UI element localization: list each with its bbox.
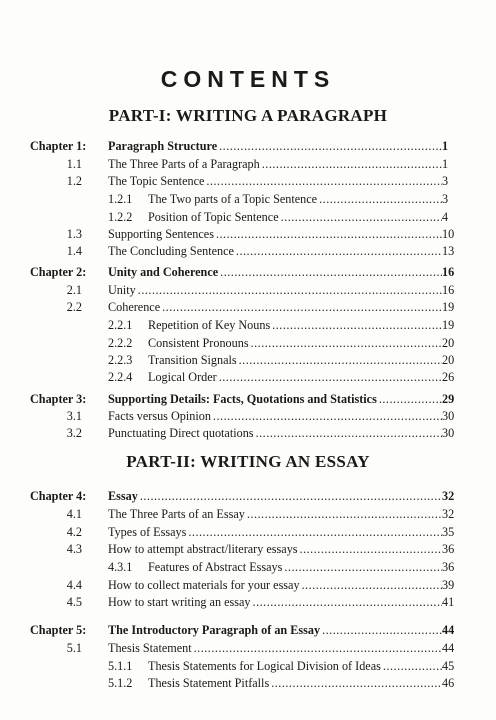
- section-title: Features of Abstract Essays: [148, 560, 283, 574]
- chapter-title: Unity and Coherence: [108, 265, 219, 279]
- toc-section-row: [0, 155, 496, 173]
- section-title: Thesis Statements for Logical Division of Ideas: [148, 659, 381, 673]
- entry-leader-line: [108, 263, 442, 281]
- section-number: 4.3.1: [108, 560, 133, 574]
- page-number: 20: [442, 353, 455, 367]
- section-number: 2.2.1: [108, 318, 133, 332]
- dot-leader: [188, 523, 442, 541]
- entry-leader-line: [108, 137, 442, 155]
- page-number: 13: [442, 244, 455, 258]
- section-number: 2.2: [66, 300, 82, 314]
- section-title: The Topic Sentence: [108, 174, 205, 188]
- toc-section-row: [0, 424, 496, 442]
- toc-section-row: [0, 298, 496, 316]
- dot-leader: [253, 593, 442, 611]
- dot-leader: [220, 263, 442, 281]
- toc-chapter-row: [0, 390, 496, 408]
- toc-section-row: [0, 593, 496, 611]
- section-number: 5.1: [66, 641, 82, 655]
- toc-section-row: [0, 407, 496, 425]
- toc-chapter-row: [0, 263, 496, 281]
- dot-leader: [219, 368, 442, 386]
- entry-leader-line: [148, 558, 442, 576]
- section-title: The Three Parts of an Essay: [108, 507, 245, 521]
- section-title: Logical Order: [148, 370, 217, 384]
- page-number: 45: [442, 659, 455, 673]
- chapter-title: Essay: [108, 489, 138, 503]
- page-number: 26: [442, 370, 455, 384]
- dot-leader: [213, 407, 442, 425]
- toc-chapter-row: [0, 137, 496, 155]
- dot-leader: [272, 316, 442, 334]
- dot-leader: [236, 242, 442, 260]
- entry-leader-line: [108, 593, 442, 611]
- chapter-label: Chapter 3:: [30, 392, 87, 406]
- section-number: 1.2.1: [108, 192, 133, 206]
- dot-leader: [379, 390, 442, 408]
- entry-leader-line: [108, 540, 442, 558]
- section-title: Position of Topic Sentence: [148, 210, 279, 224]
- page-title: CONTENTS: [160, 66, 336, 92]
- section-title: Facts versus Opinion: [108, 409, 211, 423]
- page-number: 32: [442, 489, 455, 503]
- toc-section-row: [0, 540, 496, 558]
- dot-leader: [271, 674, 442, 692]
- section-number: 1.2.2: [108, 210, 133, 224]
- page-number: 44: [442, 641, 455, 655]
- dot-leader: [300, 540, 442, 558]
- page-number: 1: [442, 157, 449, 171]
- entry-leader-line: [148, 674, 442, 692]
- section-number: 2.1: [66, 283, 82, 297]
- page-number: 20: [442, 336, 455, 350]
- page-number: 16: [442, 265, 455, 279]
- section-title: How to start writing an essay: [108, 595, 251, 609]
- toc-section-row: [0, 281, 496, 299]
- page-number: 16: [442, 283, 455, 297]
- toc-chapter-row: [0, 487, 496, 505]
- dot-leader: [319, 190, 442, 208]
- entry-leader-line: [108, 576, 442, 594]
- entry-leader-line: [108, 225, 442, 243]
- section-title: Consistent Pronouns: [148, 336, 249, 350]
- section-title: The Three Parts of a Paragraph: [108, 157, 260, 171]
- section-number: 1.1: [66, 157, 82, 171]
- chapter-title: Paragraph Structure: [108, 139, 218, 153]
- chapter-label: Chapter 5:: [30, 623, 87, 637]
- section-number: 5.1.2: [108, 676, 133, 690]
- section-title: The Two parts of a Topic Sentence: [148, 192, 318, 206]
- dot-leader: [302, 576, 442, 594]
- toc-section-row: [0, 351, 496, 369]
- section-title: Unity: [108, 283, 136, 297]
- section-title: The Concluding Sentence: [108, 244, 234, 258]
- page-number: 36: [442, 560, 455, 574]
- section-title: Thesis Statement Pitfalls: [148, 676, 270, 690]
- dot-leader: [140, 487, 442, 505]
- toc-section-row: [0, 225, 496, 243]
- toc-section-row: [0, 190, 496, 208]
- dot-leader: [239, 351, 442, 369]
- entry-leader-line: [148, 351, 442, 369]
- section-title: Thesis Statement: [108, 641, 192, 655]
- entry-leader-line: [108, 407, 442, 425]
- part-heading-2: PART-II: WRITING AN ESSAY: [126, 452, 370, 471]
- entry-leader-line: [148, 316, 442, 334]
- toc-section-row: [0, 576, 496, 594]
- dot-leader: [216, 225, 442, 243]
- section-number: 4.4: [66, 578, 82, 592]
- page-number: 36: [442, 542, 455, 556]
- page-number: 19: [442, 318, 455, 332]
- entry-leader-line: [108, 172, 442, 190]
- entry-leader-line: [108, 281, 442, 299]
- page-number: 3: [442, 192, 449, 206]
- toc-section-row: [0, 505, 496, 523]
- section-number: 3.1: [66, 409, 82, 423]
- entry-leader-line: [148, 334, 442, 352]
- section-number: 2.2.2: [108, 336, 133, 350]
- entry-leader-line: [148, 208, 442, 226]
- entry-leader-line: [108, 523, 442, 541]
- entry-leader-line: [108, 639, 442, 657]
- section-title: How to attempt abstract/literary essays: [108, 542, 298, 556]
- section-number: 4.5: [66, 595, 82, 609]
- dot-leader: [219, 137, 442, 155]
- section-number: 1.3: [66, 227, 82, 241]
- page-number: 29: [442, 392, 455, 406]
- dot-leader: [247, 505, 442, 523]
- section-title: How to collect materials for your essay: [108, 578, 300, 592]
- chapter-title: The Introductory Paragraph of an Essay: [108, 623, 321, 637]
- chapter-label: Chapter 1:: [30, 139, 87, 153]
- dot-leader: [281, 208, 442, 226]
- section-number: 4.1: [66, 507, 82, 521]
- entry-leader-line: [108, 242, 442, 260]
- page-number: 10: [442, 227, 455, 241]
- section-number: 4.3: [66, 542, 82, 556]
- entry-leader-line: [108, 621, 442, 639]
- entry-leader-line: [148, 368, 442, 386]
- section-number: 5.1.1: [108, 659, 133, 673]
- dot-leader: [251, 334, 442, 352]
- dot-leader: [138, 281, 442, 299]
- section-number: 2.2.4: [108, 370, 133, 384]
- section-title: Punctuating Direct quotations: [108, 426, 254, 440]
- chapter-title: Supporting Details: Facts, Quotations and Statistics: [108, 392, 377, 406]
- dot-leader: [284, 558, 442, 576]
- section-title: Transition Signals: [148, 353, 237, 367]
- toc-section-row: [0, 368, 496, 386]
- page-number: 3: [442, 174, 449, 188]
- section-title: Coherence: [108, 300, 161, 314]
- page-number: 30: [442, 426, 455, 440]
- page-number: 41: [442, 595, 455, 609]
- entry-leader-line: [108, 298, 442, 316]
- section-number: 1.4: [66, 244, 82, 258]
- page-number: 19: [442, 300, 455, 314]
- dot-leader: [162, 298, 442, 316]
- toc-section-row: [0, 657, 496, 675]
- entry-leader-line: [148, 657, 442, 675]
- part-heading-1: PART-I: WRITING A PARAGRAPH: [108, 106, 388, 125]
- entry-leader-line: [108, 155, 442, 173]
- page-number: 30: [442, 409, 455, 423]
- section-title: Repetition of Key Nouns: [148, 318, 271, 332]
- toc-section-row: [0, 558, 496, 576]
- toc-section-row: [0, 523, 496, 541]
- dot-leader: [206, 172, 442, 190]
- toc-section-row: [0, 172, 496, 190]
- section-number: 3.2: [66, 426, 82, 440]
- entry-leader-line: [108, 505, 442, 523]
- toc-section-row: [0, 316, 496, 334]
- dot-leader: [256, 424, 442, 442]
- section-title: Supporting Sentences: [108, 227, 214, 241]
- dot-leader: [322, 621, 442, 639]
- section-title: Types of Essays: [108, 525, 187, 539]
- dot-leader: [262, 155, 442, 173]
- entry-leader-line: [108, 390, 442, 408]
- chapter-label: Chapter 4:: [30, 489, 87, 503]
- toc-section-row: [0, 334, 496, 352]
- toc-section-row: [0, 242, 496, 260]
- page-number: 44: [442, 623, 455, 637]
- page-number: 39: [442, 578, 455, 592]
- page-number: 35: [442, 525, 455, 539]
- dot-leader: [383, 657, 442, 675]
- section-number: 4.2: [66, 525, 82, 539]
- toc-section-row: [0, 208, 496, 226]
- dot-leader: [194, 639, 442, 657]
- section-number: 1.2: [66, 174, 82, 188]
- entry-leader-line: [148, 190, 442, 208]
- page-number: 32: [442, 507, 455, 521]
- toc-section-row: [0, 674, 496, 692]
- section-number: 2.2.3: [108, 353, 133, 367]
- entry-leader-line: [108, 487, 442, 505]
- toc-section-row: [0, 639, 496, 657]
- entry-leader-line: [108, 424, 442, 442]
- toc-chapter-row: [0, 621, 496, 639]
- chapter-label: Chapter 2:: [30, 265, 87, 279]
- page-number: 46: [442, 676, 455, 690]
- page-number: 1: [442, 139, 449, 153]
- page-number: 4: [442, 210, 449, 224]
